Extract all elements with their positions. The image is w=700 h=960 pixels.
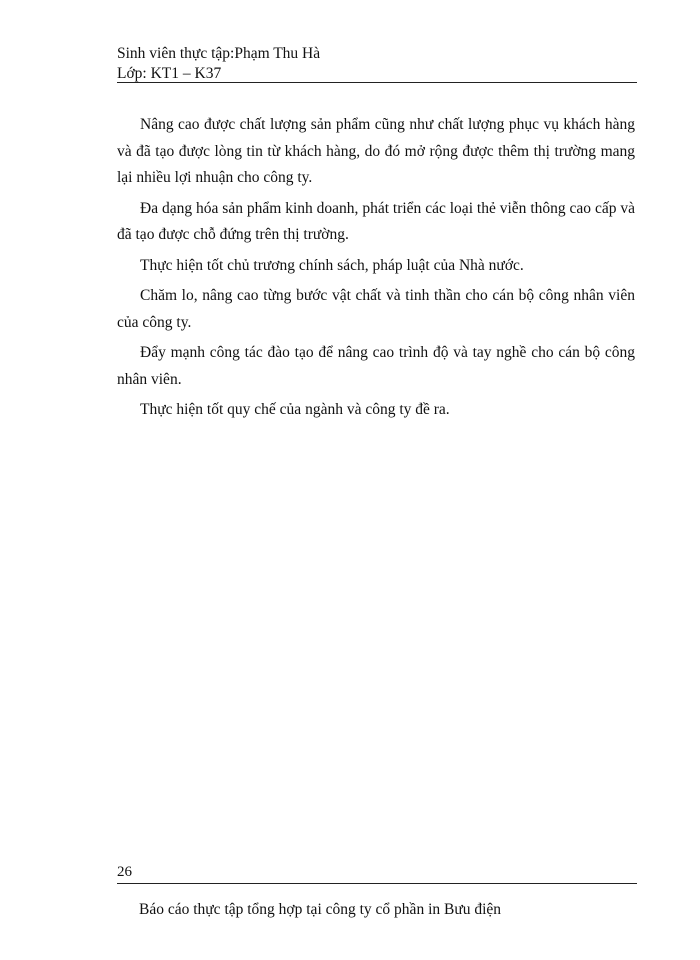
page-header [117, 44, 637, 84]
header-divider [117, 82, 637, 83]
page-number: 26 [117, 864, 132, 880]
footer-report-title: Báo cáo thực tập tổng hợp tại công ty cổ phần in Bưu điện [139, 901, 502, 918]
header-class: Lớp: KT1 – K37 [117, 65, 222, 82]
paragraph: Thực hiện tốt chủ trương chính sách, pháp luật của Nhà nước. [140, 256, 524, 274]
footer-divider [117, 883, 637, 884]
paragraph: Nâng cao được chất lượng sản phẩm cũng như chất lượng phục vụ khách hàng và đã tạo được lòng tin từ khách hàng, do đó mở rộng được thêm thị trường mang lại nhiều lợi nhuận cho công ty. [117, 116, 635, 186]
paragraph: Chăm lo, nâng cao từng bước vật chất và tinh thần cho cán bộ công nhân viên của công ty. [117, 287, 635, 331]
document-body [117, 112, 635, 428]
paragraph: Thực hiện tốt quy chế của ngành và công ty đề ra. [140, 401, 450, 418]
paragraph: Đa dạng hóa sản phẩm kinh doanh, phát triển các loại thẻ viễn thông cao cấp và đã tạo được chỗ đứng trên thị trường. [117, 199, 635, 243]
header-student-name: Sinh viên thực tập:Phạm Thu Hà [117, 45, 321, 62]
paragraph: Đẩy mạnh công tác đào tạo để nâng cao trình độ và tay nghề cho cán bộ công nhân viên. [117, 344, 635, 388]
